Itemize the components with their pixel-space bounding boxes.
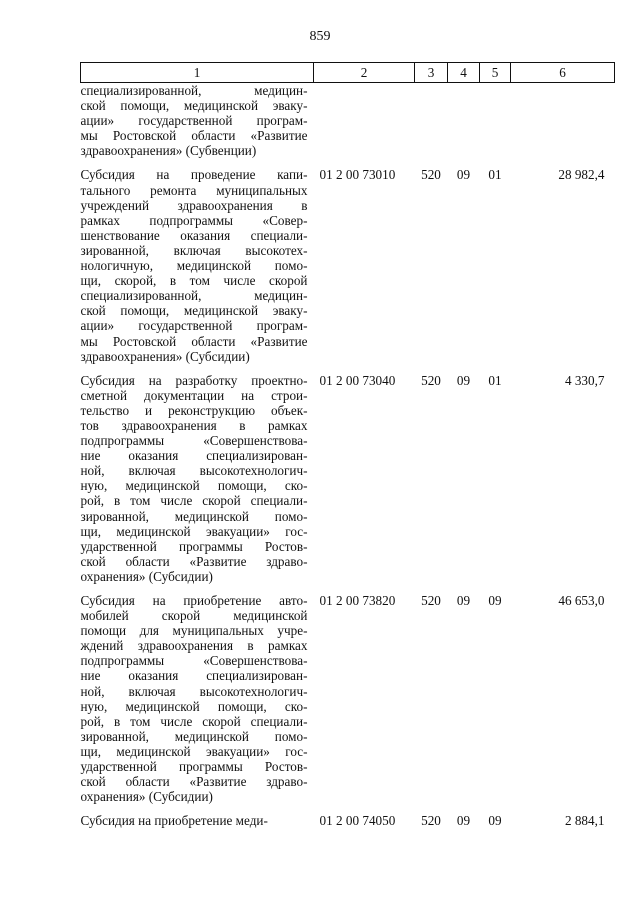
row-col-4: 09	[456, 813, 471, 829]
description-line: ской помощи, медицинской эваку-	[80, 98, 308, 114]
row-col-5: 09	[488, 813, 502, 829]
table-row	[81, 804, 615, 828]
row-description	[81, 364, 314, 584]
description-line: ской области «Развитие здраво-	[80, 553, 308, 569]
description-line: Субсидия на приобретение авто-	[80, 593, 308, 608]
description-line: щи, медицинской эвакуации» гос-	[80, 743, 308, 759]
description-line: ской области «Развитие здраво-	[80, 774, 308, 790]
description-line: ударственной программы Ростов-	[80, 759, 308, 775]
description-line: ние оказания специализирован-	[80, 668, 308, 684]
header-col-1: 1	[81, 63, 314, 83]
row-col-3: 520	[421, 372, 441, 388]
row-col-4	[448, 83, 480, 159]
row-code: 01 2 00 73820	[319, 593, 396, 608]
description-line: рамках подпрограммы «Совер-	[80, 212, 308, 228]
table-header	[81, 63, 615, 83]
description-line: ную, медицинской помощи, ско-	[80, 478, 308, 494]
row-col-5: 09	[488, 593, 502, 608]
description-line: нологичную, медицинской помо-	[80, 258, 308, 274]
description-line: Субсидия на проведение капи-	[80, 167, 308, 183]
header-row	[81, 63, 615, 83]
description-line: ации» государственной програм-	[80, 318, 308, 334]
row-amount: 2 884,1	[564, 813, 605, 829]
header-col-5: 5	[480, 63, 511, 83]
row-amount: 46 653,0	[558, 593, 605, 608]
row-description	[81, 158, 314, 363]
table-row	[81, 364, 615, 584]
description-line: щи, медицинской эвакуации» гос-	[80, 523, 308, 539]
row-col-4: 09	[456, 593, 471, 608]
header-col-6: 6	[511, 63, 615, 83]
description-line: сметной документации на строи-	[80, 387, 308, 403]
table-row	[81, 83, 615, 159]
description-line: зированной, медицинской помо-	[80, 728, 308, 744]
description-line: ную, медицинской помощи, ско-	[80, 698, 308, 714]
description-line: специализированной, медицин-	[80, 288, 308, 304]
description-line: тов здравоохранения в рамках	[80, 417, 308, 433]
description-line: рой, в том числе скорой специали-	[80, 713, 308, 729]
row-description	[81, 83, 314, 159]
description-line: помощи для муниципальных учре-	[80, 623, 308, 639]
row-description	[81, 804, 314, 828]
description-line: ждений здравоохранения в рамках	[80, 638, 308, 654]
row-amount	[511, 83, 615, 159]
description-line: рой, в том числе скорой специали-	[80, 493, 308, 509]
description-line: тельство и реконструкцию объек-	[80, 402, 308, 418]
description-line: подпрограммы «Совершенствова-	[80, 653, 308, 669]
row-col-3	[415, 83, 448, 159]
row-col-5: 01	[488, 372, 502, 388]
description-line: шенствование оказания специали-	[80, 227, 308, 243]
description-line: мобилей скорой медицинской	[80, 608, 308, 624]
description-line: охранения» (Субсидии)	[80, 568, 213, 584]
description-line: ной, включая высокотехнологич-	[80, 683, 308, 699]
row-col-5	[480, 83, 511, 159]
description-line: здравоохранения» (Субсидии)	[80, 348, 250, 364]
description-line: зированной, медицинской помо-	[80, 508, 308, 524]
row-amount: 28 982,4	[558, 167, 605, 183]
description-line: щи, скорой, в том числе скорой	[80, 273, 308, 289]
row-amount: 4 330,7	[564, 372, 605, 388]
row-col-3: 520	[421, 593, 441, 608]
description-line: ние оказания специализирован-	[80, 448, 308, 464]
header-col-3: 3	[415, 63, 448, 83]
description-line: тального ремонта муниципальных	[80, 182, 308, 198]
row-col-3: 520	[421, 167, 441, 183]
description-line: охранения» (Субсидии)	[80, 789, 213, 805]
row-code: 01 2 00 73040	[319, 372, 396, 388]
description-line: мы Ростовской области «Развитие	[80, 333, 308, 349]
page-number: 859	[309, 29, 331, 44]
description-line: ной, включая высокотехнологич-	[80, 463, 308, 479]
description-line: мы Ростовской области «Развитие	[80, 128, 308, 144]
table-row	[81, 158, 615, 363]
description-line: ской помощи, медицинской эваку-	[80, 303, 308, 319]
row-col-4: 09	[456, 167, 471, 183]
budget-table	[80, 62, 615, 828]
header-col-2: 2	[314, 63, 415, 83]
row-code: 01 2 00 74050	[319, 813, 396, 829]
row-description	[81, 584, 314, 804]
row-col-3: 520	[421, 813, 441, 829]
description-line: подпрограммы «Совершенствова-	[80, 433, 308, 449]
description-line: учреждений здравоохранения в	[80, 197, 308, 213]
table-body	[81, 83, 615, 829]
header-col-4: 4	[448, 63, 480, 83]
description-line: специализированной, медицин-	[80, 83, 308, 98]
row-code	[314, 83, 415, 159]
description-line: ударственной программы Ростов-	[80, 538, 308, 554]
table-row	[81, 584, 615, 804]
description-line: ации» государственной програм-	[80, 113, 308, 129]
description-line: здравоохранения» (Субвенции)	[80, 143, 257, 159]
row-code: 01 2 00 73010	[319, 167, 396, 183]
row-col-4: 09	[456, 372, 471, 388]
row-col-5: 01	[488, 167, 502, 183]
description-line: зированной, включая высокотех-	[80, 242, 308, 258]
description-line: Субсидия на приобретение меди-	[80, 813, 268, 829]
description-line: Субсидия на разработку проектно-	[80, 372, 308, 388]
